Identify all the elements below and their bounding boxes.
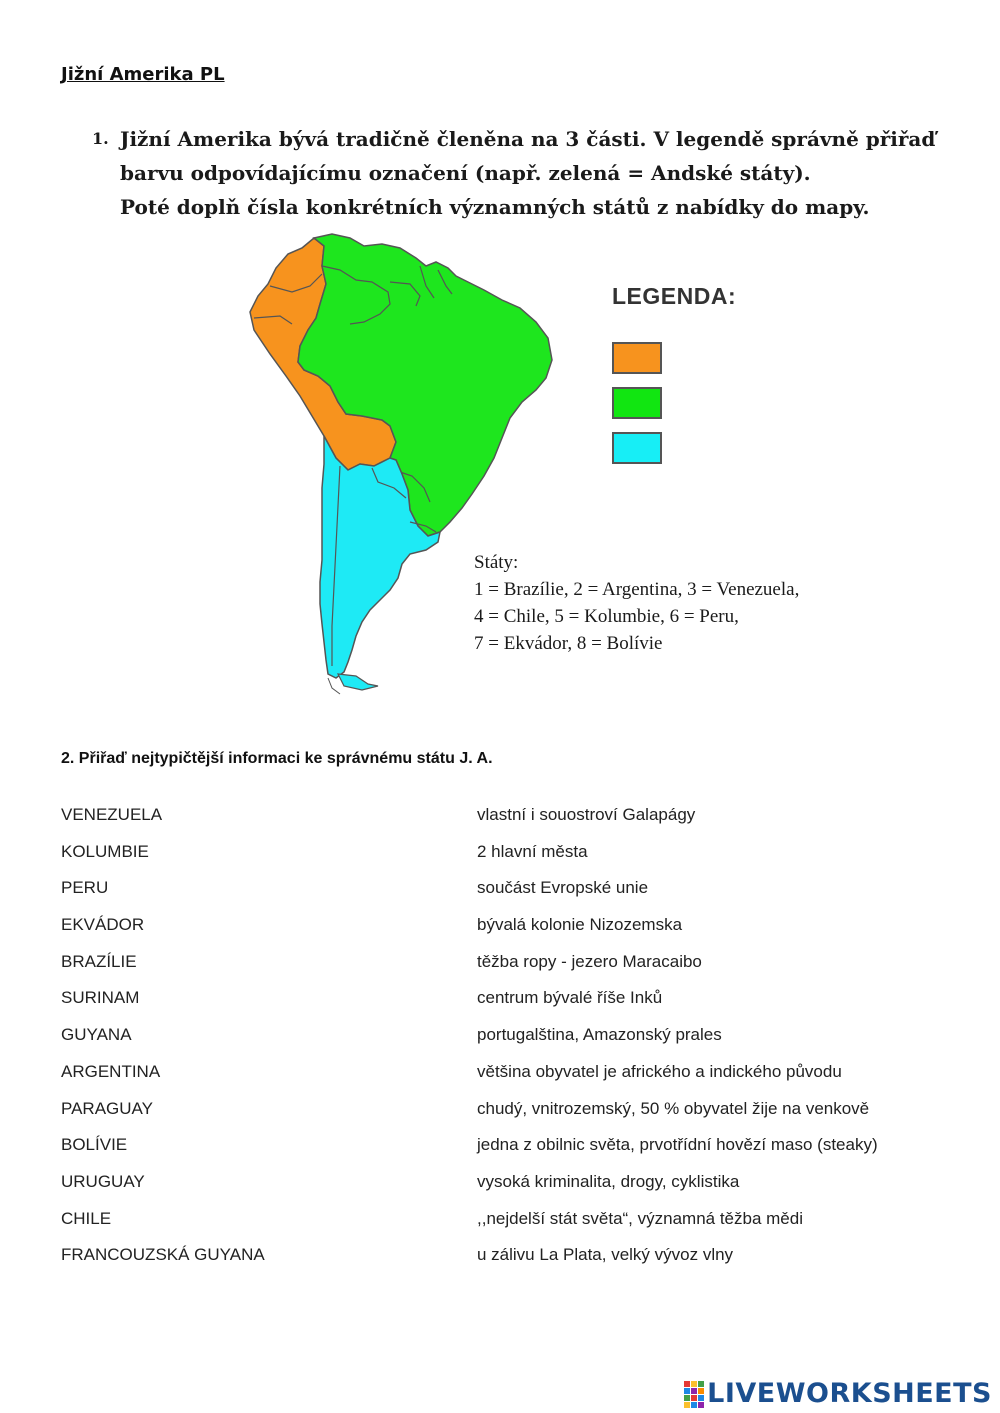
task1-line: barvu odpovídajícímu označení (např. zelená = Andské státy). (120, 161, 811, 185)
country-name: SURINAM (61, 988, 140, 1008)
list-item (61, 840, 961, 877)
liveworksheets-wordmark: LIVEWORKSHEETS (707, 1378, 992, 1409)
country-name: GUYANA (61, 1025, 132, 1045)
country-info: jedna z obilnic světa, prvotřídní hovězí maso (steaky) (477, 1135, 878, 1155)
country-info: vysoká kriminalita, drogy, cyklistika (477, 1171, 740, 1191)
matching-list (61, 803, 961, 1280)
list-item (61, 1060, 961, 1097)
country-name: KOLUMBIE (61, 841, 149, 861)
task2-heading: 2. Přiřaď nejtypičtější informaci ke správnému státu J. A. (61, 750, 493, 767)
country-name: VENEZUELA (61, 805, 163, 824)
states-line: 4 = Chile, 5 = Kolumbie, 6 = Peru, (474, 606, 739, 627)
country-info: chudý, vnitrozemský, 50 % obyvatel žije na venkově (477, 1098, 870, 1118)
task1-instructions (92, 122, 972, 224)
liveworksheets-logo (683, 1378, 992, 1409)
list-item (61, 803, 961, 840)
country-name: CHILE (61, 1208, 112, 1228)
states-line: 7 = Ekvádor, 8 = Bolívie (474, 633, 663, 654)
country-name: BOLÍVIE (61, 1135, 128, 1155)
country-info: portugalština, Amazonský prales (477, 1025, 722, 1045)
states-heading: Státy: (474, 552, 519, 573)
list-item (61, 1097, 961, 1134)
list-item (61, 1023, 961, 1060)
country-name: PARAGUAY (61, 1098, 153, 1118)
list-item (61, 1243, 961, 1280)
list-item (61, 986, 961, 1023)
country-name: ARGENTINA (61, 1061, 161, 1081)
country-info: centrum bývalé říše Inků (477, 988, 663, 1008)
states-line: 1 = Brazílie, 2 = Argentina, 3 = Venezuela, (474, 579, 800, 600)
legend-title: LEGENDA: (612, 283, 737, 309)
legend-swatch-green (612, 387, 662, 419)
country-info: u zálivu La Plata, velký vývoz vlny (477, 1245, 734, 1265)
list-item (61, 1170, 961, 1207)
country-info: bývalá kolonie Nizozemska (477, 915, 683, 935)
country-name: PERU (61, 878, 109, 898)
legend-swatch-cyan (612, 432, 662, 464)
country-info: většina obyvatel je afrického a indického původu (477, 1061, 842, 1081)
list-item (61, 1207, 961, 1244)
liveworksheets-icon (683, 1379, 705, 1409)
list-item (61, 950, 961, 987)
country-name: FRANCOUZSKÁ GUYANA (61, 1245, 265, 1265)
page-title: Jižní Amerika PL (61, 64, 225, 85)
country-name: BRAZÍLIE (61, 951, 137, 971)
task1-number: 1. (92, 129, 109, 148)
country-name: EKVÁDOR (61, 915, 145, 935)
country-info: ,,nejdelší stát světa“, významná těžba mědi (477, 1208, 803, 1228)
list-item (61, 1133, 961, 1170)
task1-line: Jižní Amerika bývá tradičně členěna na 3 části. V legendě správně přiřaď (120, 127, 936, 151)
country-info: součást Evropské unie (477, 878, 649, 898)
legend-swatch-orange (612, 342, 662, 374)
country-info: těžba ropy - jezero Maracaibo (477, 951, 702, 971)
states-list (474, 549, 799, 657)
list-item (61, 876, 961, 913)
country-info: vlastní i souostroví Galapágy (477, 805, 696, 824)
task1-line: Poté doplň čísla konkrétních významných států z nabídky do mapy. (120, 195, 870, 219)
country-name: URUGUAY (61, 1171, 145, 1191)
country-info: 2 hlavní města (477, 841, 588, 861)
list-item (61, 913, 961, 950)
